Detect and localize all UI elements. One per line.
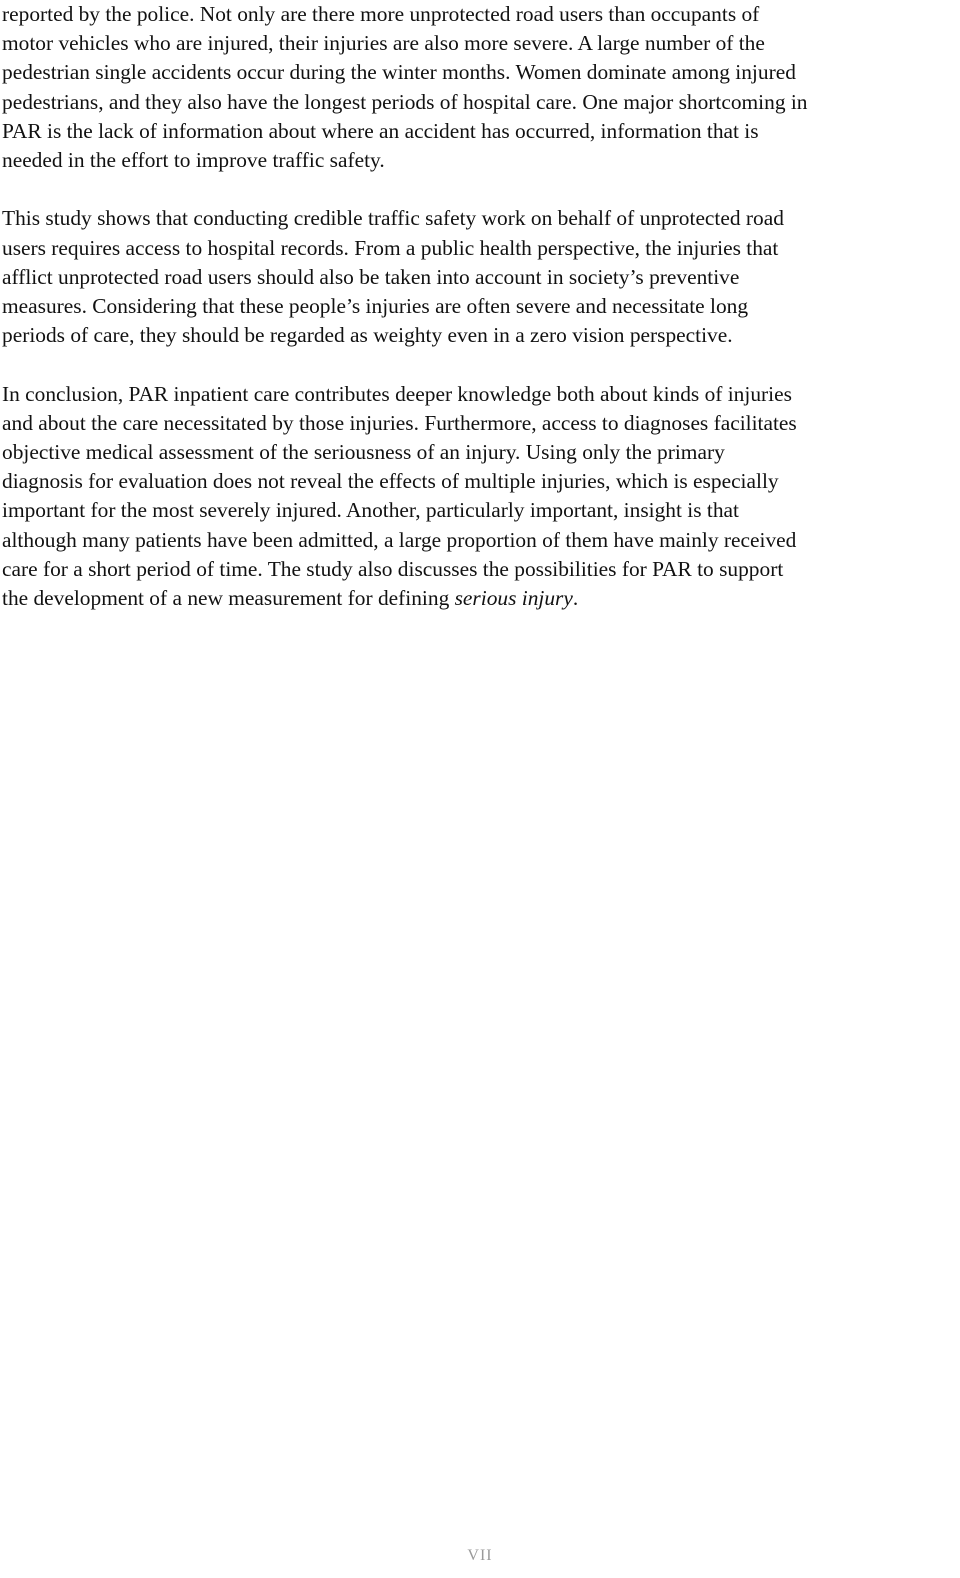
paragraph-1: [2, 0, 954, 175]
text-line: important for the most severely injured. Another, particularly important, insight is that: [2, 498, 739, 523]
text-run: .: [572, 586, 579, 611]
body-text: [2, 0, 954, 613]
text-line: and about the care necessitated by those injuries. Furthermore, access to diagnoses facilitates: [2, 410, 797, 435]
text-line: diagnosis for evaluation does not reveal the effects of multiple injuries, which is especially: [2, 469, 779, 494]
paragraph-2: [2, 204, 954, 350]
text-line: needed in the effort to improve traffic safety.: [2, 148, 385, 173]
emphasized-term: serious injury: [454, 586, 573, 611]
text-line: reported by the police. Not only are there more unprotected road users than occupants of: [2, 2, 760, 26]
text-line: This study shows that conducting credible traffic safety work on behalf of unprotected road: [2, 206, 784, 231]
text-line: periods of care, they should be regarded as weighty even in a zero vision perspective.: [2, 323, 733, 348]
text-line: In conclusion, PAR inpatient care contributes deeper knowledge both about kinds of injuries: [2, 381, 792, 406]
text-run: the development of a new measurement for defining: [2, 586, 455, 611]
text-line: measures. Considering that these people’s injuries are often severe and necessitate long: [2, 294, 749, 319]
text-line: pedestrians, and they also have the longest periods of hospital care. One major shortcoming in: [2, 89, 808, 114]
paragraph-3: [2, 380, 954, 614]
text-line: pedestrian single accidents occur during the winter months. Women dominate among injured: [2, 60, 796, 85]
text-line: objective medical assessment of the seriousness of an injury. Using only the primary: [2, 440, 725, 465]
text-line-last: [2, 584, 954, 613]
text-line: users requires access to hospital records. From a public health perspective, the injuries that: [2, 235, 779, 260]
text-line: although many patients have been admitted, a large proportion of them have mainly received: [2, 527, 797, 552]
text-line: care for a short period of time. The study also discusses the possibilities for PAR to support: [2, 556, 784, 581]
text-line: motor vehicles who are injured, their injuries are also more severe. A large number of the: [2, 31, 765, 56]
page-number: VII: [467, 1547, 493, 1564]
text-line: PAR is the lack of information about where an accident has occurred, information that is: [2, 118, 759, 143]
text-line: afflict unprotected road users should also be taken into account in society’s preventive: [2, 264, 740, 289]
